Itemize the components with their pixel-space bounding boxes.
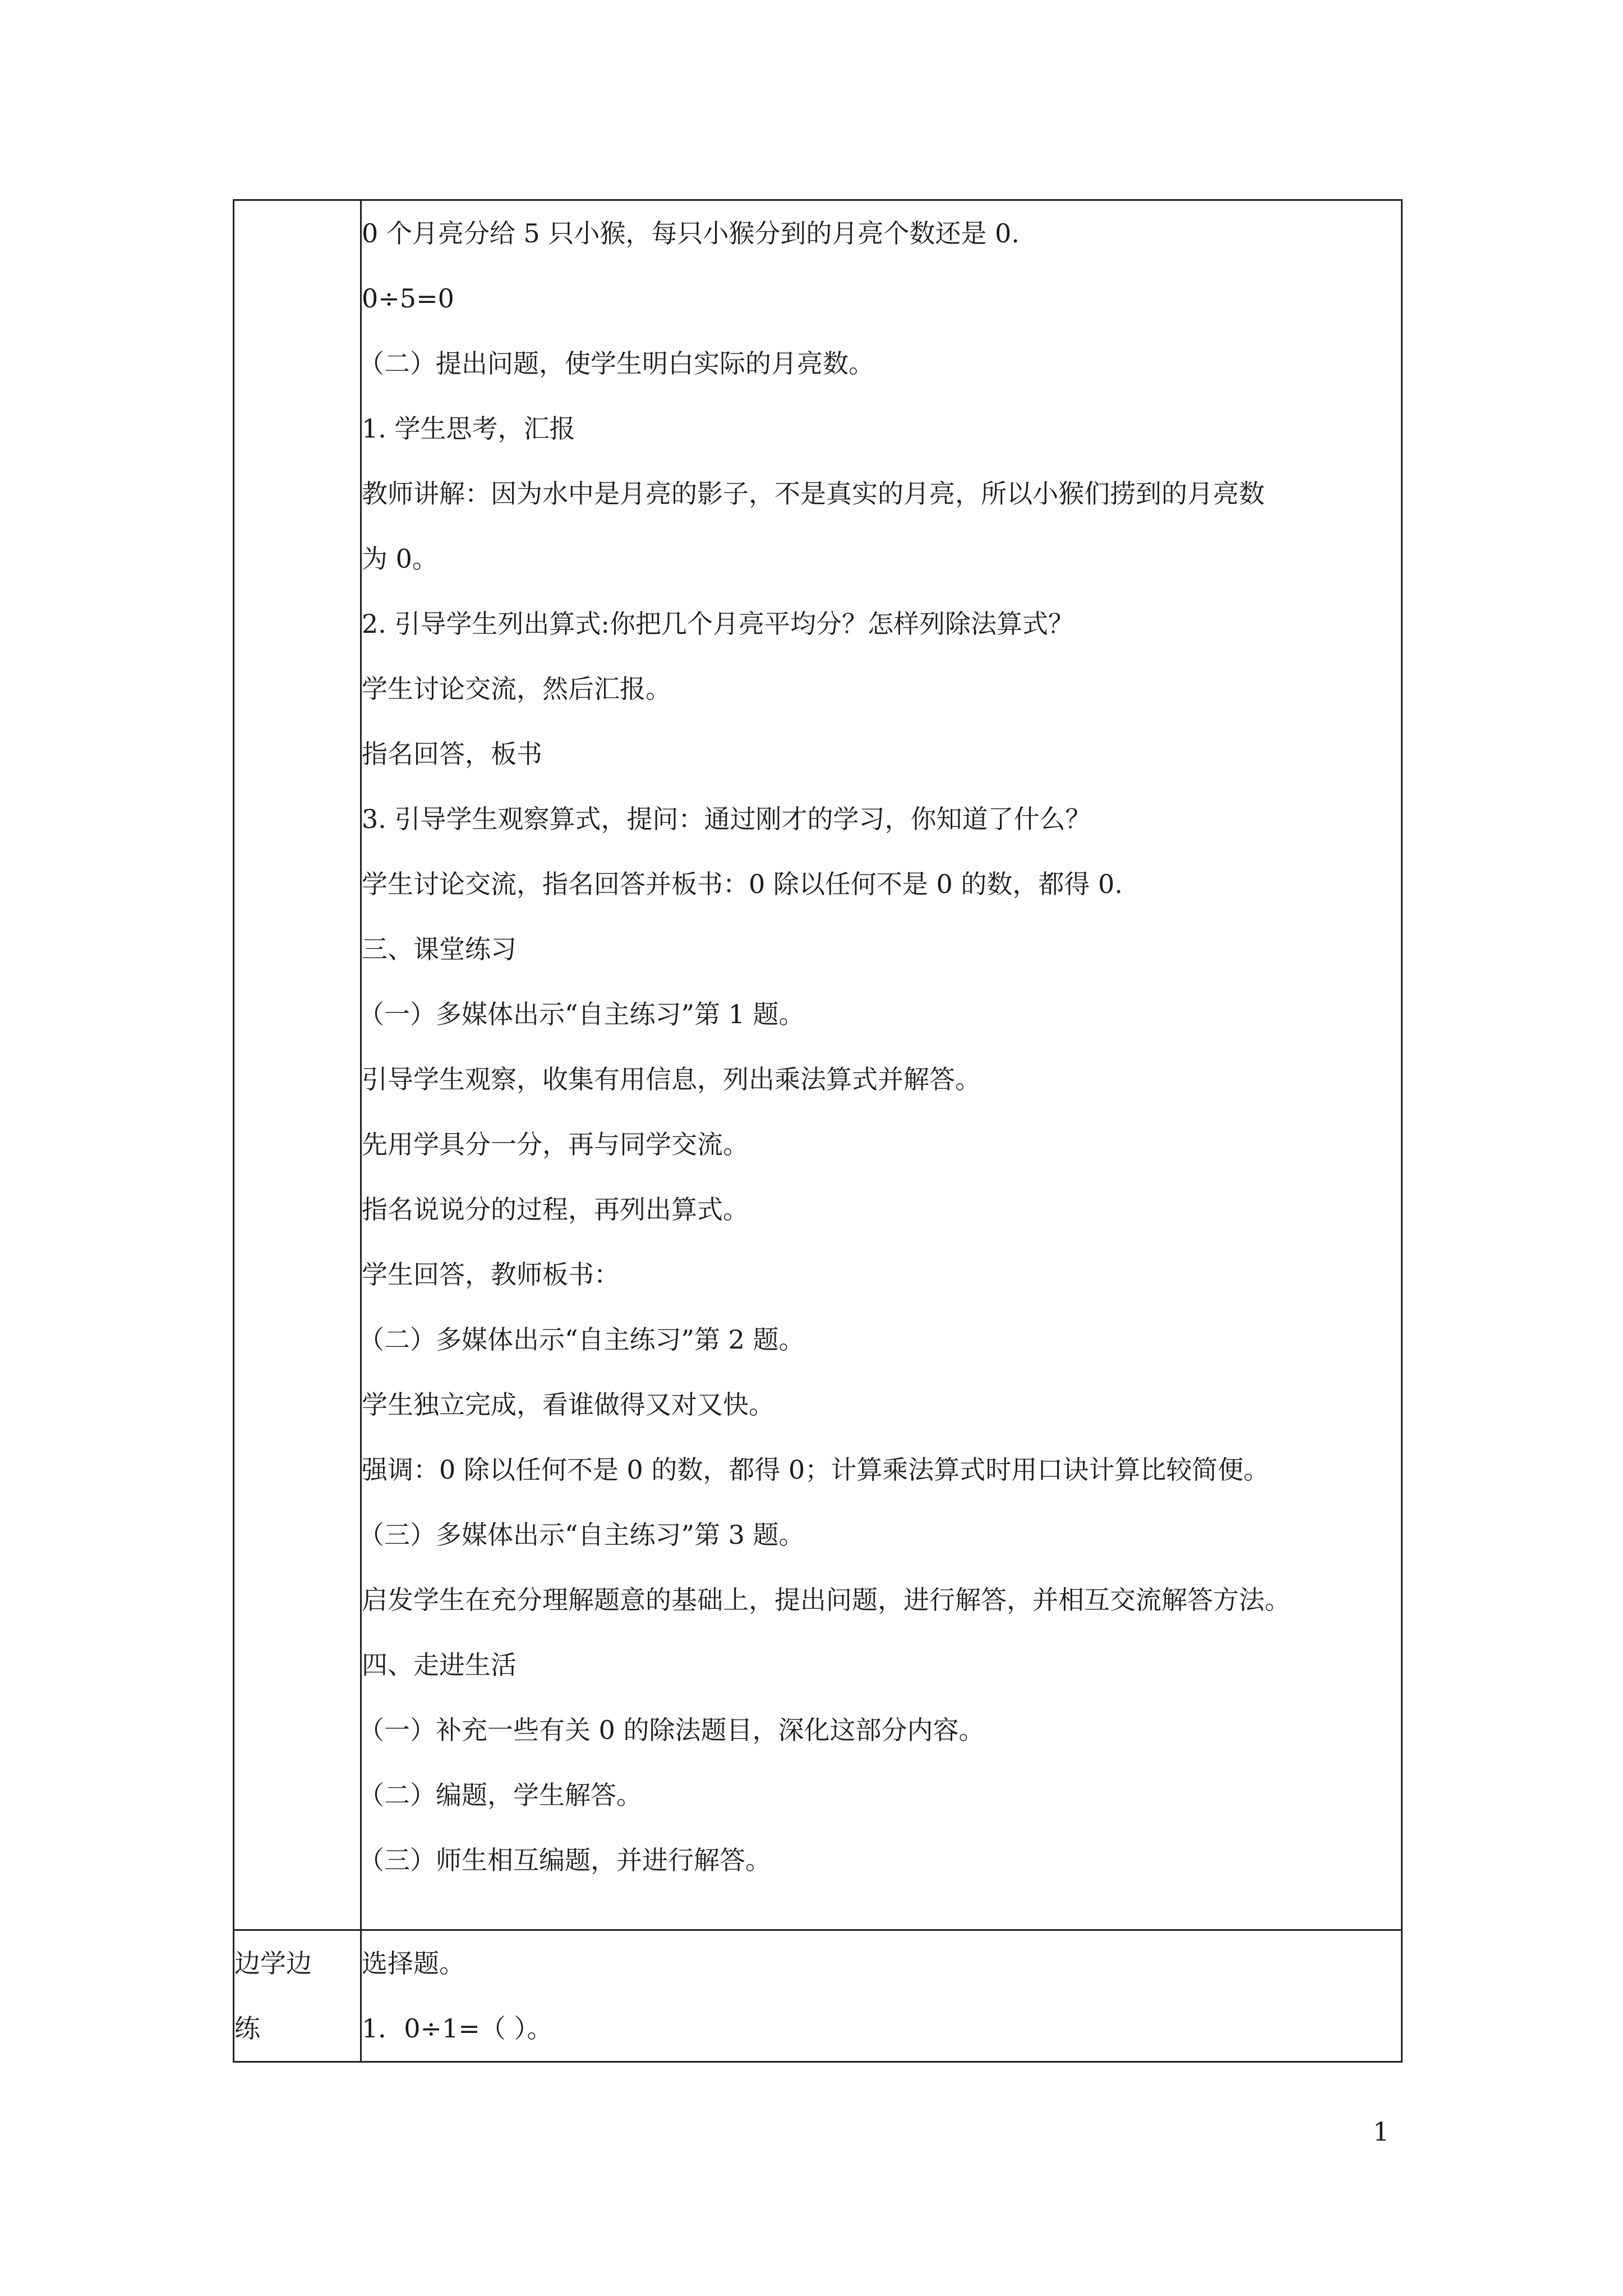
content-line: 指名说说分的过程，再列出算式。 — [362, 1194, 749, 1225]
content-line: 学生独立完成，看谁做得又对又快。 — [362, 1389, 774, 1420]
practice-content-cell — [361, 1930, 1402, 2062]
teaching-content-cell — [358, 200, 1402, 1930]
content-line: 指名回答，板书 — [362, 739, 542, 769]
lesson-plan-table — [233, 199, 1403, 2063]
content-line: 为 0。 — [362, 544, 438, 574]
content-line: 0÷5=0 — [362, 283, 454, 314]
content-line: 教师讲解：因为水中是月亮的影子，不是真实的月亮，所以小猴们捞到的月亮数 — [362, 478, 1265, 509]
row-label-line: 边学边 — [234, 1948, 312, 1978]
section-heading: 三、课堂练习 — [362, 934, 517, 964]
table-row-practice — [234, 1930, 1402, 2062]
page-number: 1 — [1373, 2116, 1390, 2147]
practice-line: 选择题。 — [362, 1948, 465, 1978]
content-line: 1. 学生思考，汇报 — [362, 413, 575, 444]
row-label-cell — [234, 1930, 361, 2062]
table-row-teaching-process — [234, 200, 1402, 1930]
content-line: 学生讨论交流，然后汇报。 — [362, 674, 671, 704]
content-line: 启发学生在充分理解题意的基础上，提出问题，进行解答，并相互交流解答方法。 — [362, 1585, 1290, 1615]
content-line: 3. 引导学生观察算式，提问：通过刚才的学习，你知道了什么？ — [362, 804, 1091, 834]
practice-line: 1．0÷1=（ ）。 — [362, 2013, 553, 2044]
content-line: 学生讨论交流，指名回答并板书：0 除以任何不是 0 的数，都得 0. — [362, 869, 1123, 899]
section-heading: （三）师生相互编题，并进行解答。 — [358, 1845, 771, 1875]
content-line: 引导学生观察，收集有用信息，列出乘法算式并解答。 — [362, 1064, 981, 1094]
section-heading: （一）补充一些有关 0 的除法题目，深化这部分内容。 — [358, 1715, 985, 1745]
section-heading: （二）提出问题，使学生明白实际的月亮数。 — [358, 348, 874, 379]
row-label-line: 练 — [234, 2013, 260, 2044]
content-line: 学生回答，教师板书： — [362, 1259, 620, 1290]
section-heading: （一）多媒体出示“自主练习”第 1 题。 — [358, 999, 805, 1029]
content-line: 强调：0 除以任何不是 0 的数，都得 0；计算乘法算式时用口诀计算比较简便。 — [362, 1455, 1270, 1485]
content-line: 先用学具分一分，再与同学交流。 — [362, 1129, 749, 1159]
section-heading: （二）编题，学生解答。 — [358, 1780, 642, 1810]
section-heading: 四、走进生活 — [362, 1650, 517, 1680]
section-heading: （二）多媒体出示“自主练习”第 2 题。 — [358, 1324, 805, 1355]
row-label-cell-empty — [234, 200, 361, 1930]
section-heading: （三）多媒体出示“自主练习”第 3 题。 — [358, 1520, 805, 1550]
content-line: 2. 引导学生列出算式:你把几个月亮平均分？怎样列除法算式？ — [362, 609, 1075, 639]
content-line: 0 个月亮分给 5 只小猴，每只小猴分到的月亮个数还是 0. — [362, 218, 1020, 249]
